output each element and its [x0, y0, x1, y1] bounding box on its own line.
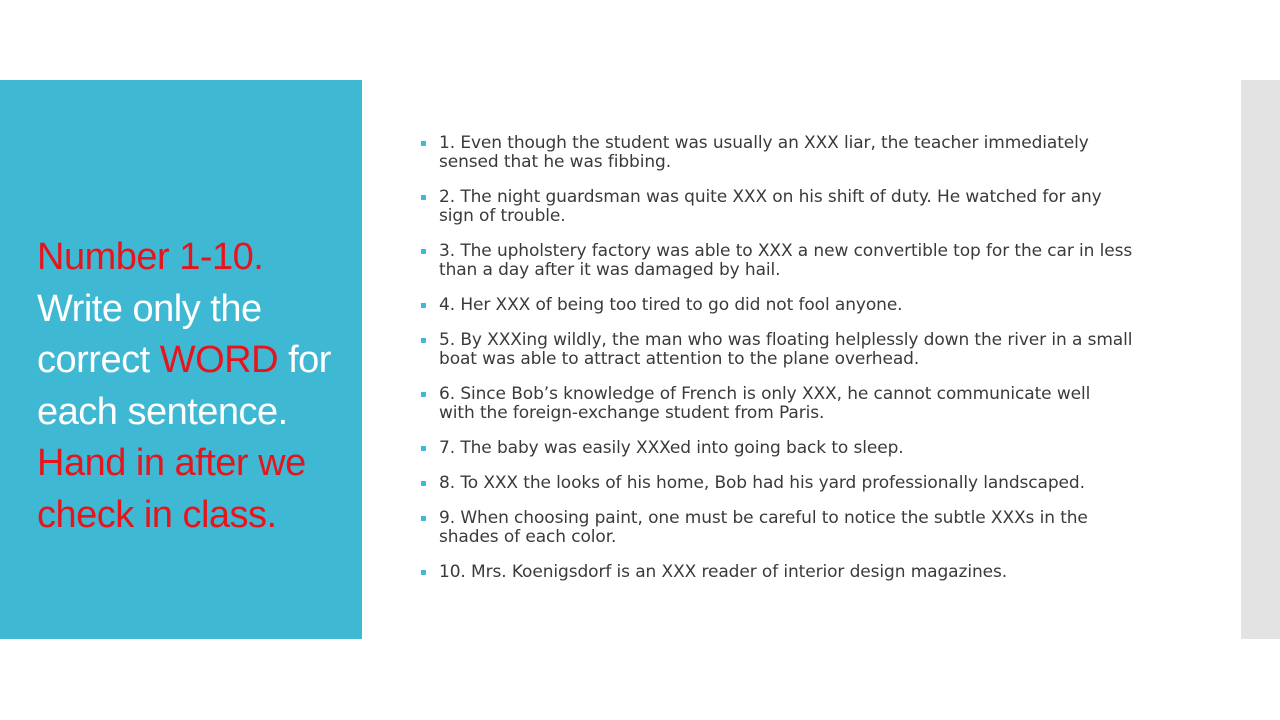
list-item: [420, 242, 1250, 280]
title-part-sentence: for each sentence.: [37, 339, 331, 433]
slide-title: [37, 232, 337, 541]
item-line: shades of each color.: [439, 527, 617, 547]
title-part-number: Number 1-10.: [37, 236, 264, 278]
item-line: 10. Mrs. Koenigsdorf is an XXX reader of interior design magazines.: [439, 562, 1008, 582]
list-item: [420, 296, 1250, 315]
list-item: [420, 134, 1250, 172]
list-item: [420, 509, 1250, 547]
title-part-write: Write only the correct: [37, 287, 262, 381]
item-line: than a day after it was damaged by hail.: [439, 260, 781, 280]
bullet-icon: ▪: [420, 300, 427, 311]
title-panel: [0, 80, 362, 639]
item-line: boat was able to attract attention to the plane overhead.: [439, 349, 920, 369]
bullet-icon: ▪: [420, 389, 427, 400]
item-line: 3. The upholstery factory was able to XXX a new convertible top for the car in less: [439, 241, 1133, 261]
list-item: [420, 474, 1250, 493]
item-line: 9. When choosing paint, one must be careful to notice the subtle XXXs in the: [439, 508, 1088, 528]
item-line: 4. Her XXX of being too tired to go did not fool anyone.: [439, 295, 903, 315]
item-line: 1. Even though the student was usually an XXX liar, the teacher immediately: [439, 133, 1089, 153]
item-line: 8. To XXX the looks of his home, Bob had his yard professionally landscaped.: [439, 473, 1085, 493]
item-line: 5. By XXXing wildly, the man who was floating helplessly down the river in a small: [439, 330, 1133, 350]
list-item: [420, 385, 1250, 423]
item-line: 6. Since Bob’s knowledge of French is only XXX, he cannot communicate well: [439, 384, 1091, 404]
item-line: 2. The night guardsman was quite XXX on his shift of duty. He watched for any: [439, 187, 1102, 207]
item-line: 7. The baby was easily XXXed into going back to sleep.: [439, 438, 904, 458]
bullet-icon: ▪: [420, 246, 427, 257]
list-item: [420, 331, 1250, 369]
item-line: sign of trouble.: [439, 206, 566, 226]
title-part-word: WORD: [159, 339, 279, 381]
bullet-icon: ▪: [420, 478, 427, 489]
bullet-icon: ▪: [420, 335, 427, 346]
list-item: [420, 188, 1250, 226]
sentence-list: [420, 133, 1250, 582]
bullet-icon: ▪: [420, 567, 427, 578]
bullet-icon: ▪: [420, 443, 427, 454]
bullet-icon: ▪: [420, 192, 427, 203]
item-line: sensed that he was fibbing.: [439, 152, 672, 172]
list-item: [420, 439, 1250, 458]
list-item: [420, 563, 1250, 582]
title-part-hand-in: Hand in after we check in class.: [37, 442, 306, 536]
bullet-icon: ▪: [420, 513, 427, 524]
item-line: with the foreign-exchange student from Paris.: [439, 403, 825, 423]
bullet-icon: ▪: [420, 138, 427, 149]
